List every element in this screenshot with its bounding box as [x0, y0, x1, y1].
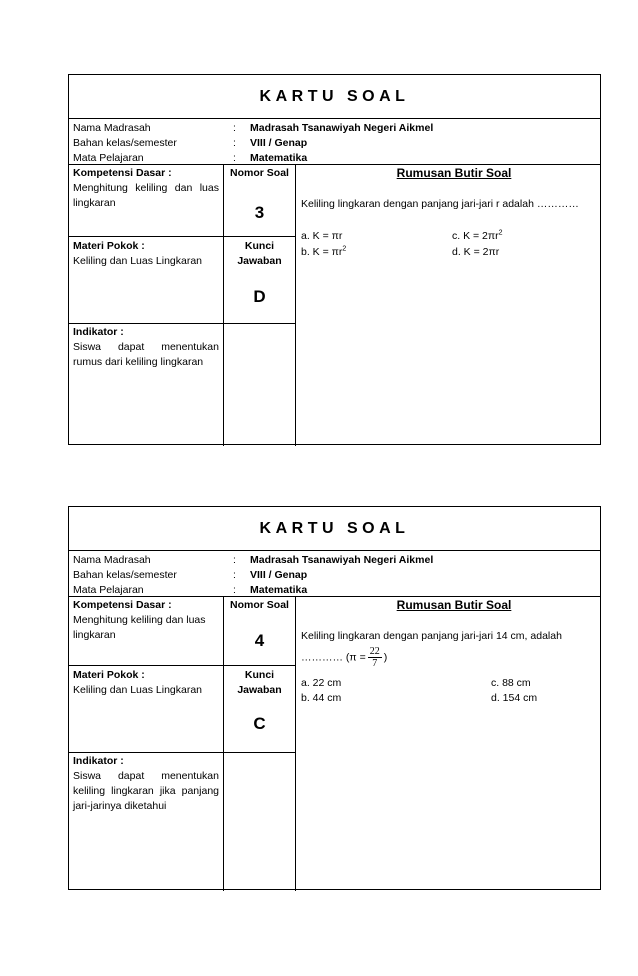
- card-body: [69, 165, 600, 446]
- rumusan-heading: Rumusan Butir Soal: [396, 598, 512, 612]
- option-d: d. 154 cm: [491, 692, 538, 704]
- value-bahan: VIII / Genap: [250, 137, 308, 149]
- option-c: c. $K = 2\pi r^2$: [452, 229, 503, 242]
- colon: :: [233, 584, 236, 596]
- indikator-text: Siswa dapat menentukan keliling lingkaran jika panjang jari-jarinya diketahui: [73, 770, 219, 812]
- kunci-label-2: Jawaban: [237, 255, 282, 267]
- materi-label: Materi Pokok :: [73, 240, 145, 252]
- kunci-value: C: [253, 714, 266, 733]
- card-title: KARTU SOAL: [69, 75, 600, 119]
- question-card-1: [68, 74, 601, 445]
- value-madrasah: Madrasah Tsanawiyah Negeri Aikmel: [250, 122, 434, 134]
- question-tail: ………… (π = $\frac{22}{7}$ ): [301, 646, 388, 669]
- identity-section: [69, 119, 600, 165]
- indikator-label: Indikator :: [73, 755, 124, 767]
- label-mapel: Mata Pelajaran: [73, 152, 144, 164]
- value-madrasah: Madrasah Tsanawiyah Negeri Aikmel: [250, 554, 434, 566]
- colon: :: [233, 569, 236, 581]
- kompetensi-label: Kompetensi Dasar :: [73, 599, 172, 611]
- pi-fraction: $\frac{22}{7}$: [369, 646, 380, 669]
- colon: :: [233, 152, 236, 164]
- question-text: Keliling lingkaran dengan panjang jari-jari r adalah …………: [301, 198, 579, 210]
- option-c: c. 88 cm: [491, 677, 531, 689]
- nomor-value: 3: [254, 203, 265, 222]
- option-a: a. K = πr: [301, 230, 343, 242]
- colon: :: [233, 554, 236, 566]
- nomor-value: 4: [254, 631, 265, 650]
- label-madrasah: Nama Madrasah: [73, 554, 151, 566]
- identity-section: [69, 551, 600, 597]
- colon: :: [233, 137, 236, 149]
- value-mapel: Matematika: [250, 152, 308, 164]
- kompetensi-label: Kompetensi Dasar :: [73, 167, 172, 179]
- label-mapel: Mata Pelajaran: [73, 584, 144, 596]
- label-madrasah: Nama Madrasah: [73, 122, 151, 134]
- materi-label: Materi Pokok :: [73, 669, 145, 681]
- card-title: KARTU SOAL: [69, 507, 600, 551]
- kompetensi-text: Menghitung keliling dan luas lingkaran: [73, 182, 219, 209]
- kunci-value: D: [253, 287, 266, 306]
- option-b: b. 44 cm: [301, 692, 342, 704]
- kunci-label-1: Kunci: [244, 240, 275, 252]
- materi-text: Keliling dan Luas Lingkaran: [73, 255, 203, 267]
- kompetensi-text: Menghitung keliling dan luas lingkaran: [73, 614, 206, 641]
- option-d: d. K = 2πr: [452, 246, 500, 258]
- label-bahan: Bahan kelas/semester: [73, 137, 177, 149]
- rumusan-heading: Rumusan Butir Soal: [396, 166, 512, 180]
- indikator-label: Indikator :: [73, 326, 124, 338]
- colon: :: [233, 122, 236, 134]
- value-bahan: VIII / Genap: [250, 569, 308, 581]
- question-text: Keliling lingkaran dengan panjang jari-jari 14 cm, adalah: [301, 630, 562, 642]
- nomor-label: Nomor Soal: [230, 167, 289, 179]
- kunci-label-1: Kunci: [244, 669, 275, 681]
- indikator-text: Siswa dapat menentukan rumus dari keliling lingkaran: [73, 341, 219, 368]
- option-a: a. 22 cm: [301, 677, 342, 689]
- card-body: [69, 597, 600, 891]
- value-mapel: Matematika: [250, 584, 308, 596]
- label-bahan: Bahan kelas/semester: [73, 569, 177, 581]
- nomor-label: Nomor Soal: [230, 599, 289, 611]
- question-card-2: [68, 506, 601, 890]
- kunci-label-2: Jawaban: [237, 684, 282, 696]
- option-b: b. $K = \pi r^2$: [301, 245, 347, 258]
- materi-text: Keliling dan Luas Lingkaran: [73, 684, 203, 696]
